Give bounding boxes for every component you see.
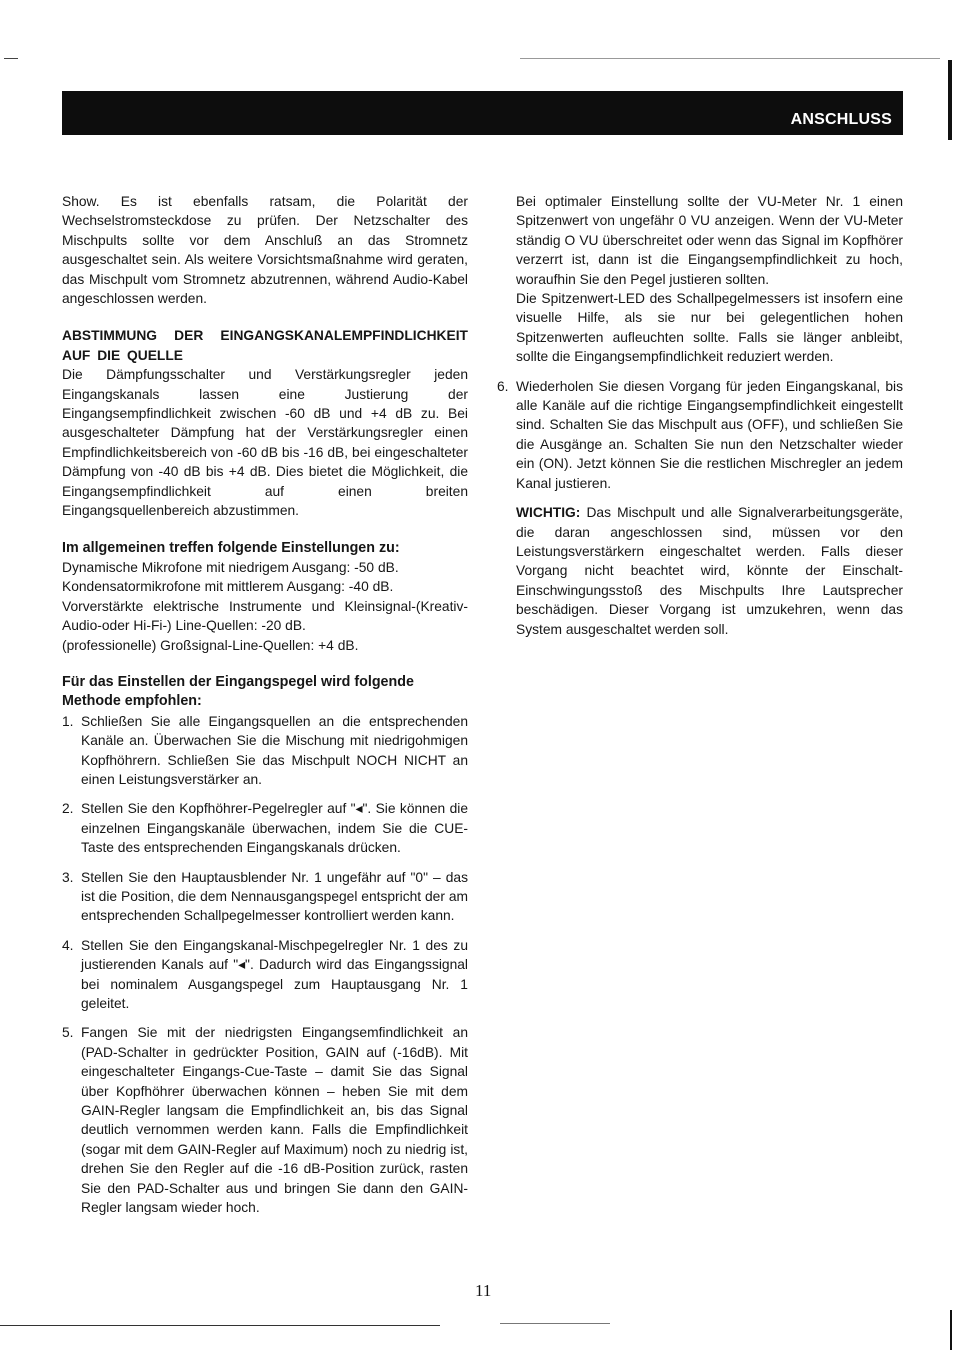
step-number: 1. — [62, 713, 74, 729]
scan-edge-bar — [948, 60, 952, 140]
step-item — [62, 1023, 468, 1217]
settings-heading: Im allgemeinen treffen folgende Einstellungen zu: — [62, 539, 400, 556]
section-heading: ABSTIMMUNG DER EINGANGSKANALEMPFINDLICHKEIT AUF DIE QUELLE — [62, 328, 468, 363]
step-number: 3. — [62, 869, 74, 885]
page-number: 11 — [475, 1281, 492, 1300]
scan-edge-line — [500, 1323, 610, 1324]
warning-paragraph — [516, 503, 903, 639]
step-text: Schließen Sie alle Eingangsquellen an die entsprechenden Kanäle an. Überwachen Sie die Mischung mit niedrigohmigen Kopfhöhrern. Schließen Sie das Mischpult NOCH NICHT an einen Leistungsverstärker an. — [81, 713, 468, 787]
warning-label: WICHTIG: — [516, 505, 581, 521]
step-number: 6. — [497, 378, 509, 394]
crop-mark — [4, 58, 18, 59]
settings-item: (professionelle) Großsignal-Line-Quellen: +4 dB. — [62, 637, 359, 653]
step-number: 5. — [62, 1025, 74, 1041]
step-text: Stellen Sie den Eingangskanal-Mischpegelregler Nr. 1 des zu justierenden Kanals auf "◂". Dadurch wird das Eingangssignal bei nominalem Ausgangspegel zum Hauptausgang Nr. 1 geleitet. — [81, 937, 468, 1012]
step-item — [62, 712, 468, 790]
step-text: Fangen Sie mit der niedrigsten Eingangsemfindlichkeit an (PAD-Schalter in gedrückter Position, GAIN auf (-16dB). Mit eingeschalteter Eingangs-Cue-Taste – damit Sie das Signal über Kopfhöhrer überwachen können – heben Sie mit dem GAIN-Regler langsam die Empfindlichkeit an, bis das Signal deutlich vernommen werden kann. Falls die Empfindlichkeit (sogar mit dem GAIN-Regler auf Maximum) noch zu niedrig ist, drehen Sie den Regler auf die -16 dB-Position zurück, rasten Sie den PAD-Schalter aus und bringen Sie dann den GAIN-Regler langsam wieder hoch. — [81, 1025, 468, 1216]
step-text: Stellen Sie den Kopfhöhrer-Pegelregler auf "◂". Sie können die einzelnen Eingangskanäle überwachen, indem Sie die CUE-Taste des entsprechenden Eingangskanals drücken. — [81, 801, 468, 856]
section-paragraph: Die Dämpfungsschalter und Verstärkungsregler jeden Eingangskanals lassen eine Justierung der Eingangsempfindlichkeit zwischen -60 dB und +4 dB zu. Bei ausgeschalteter Dämpfung hat der Verstärkungsregler einen Empfindlichkeitsbereich von -60 dB bis -16 dB, bei eingeschalteter Dämpfung von -40 dB bis +4 dB. Dies bietet die Möglichkeit, die Eingangsempfindlichkeit auf einen breiten Eingangsquellenbereich abzustimmen. — [62, 367, 468, 519]
method-heading: Für das Einstellen der Eingangspegel wird folgende Methode empfohlen: — [62, 673, 414, 710]
settings-list — [62, 558, 468, 655]
vu-meter-paragraph: Bei optimaler Einstellung sollte der VU-Meter Nr. 1 einen Spitzenwert von ungefähr 0 VU anzeigen. Wenn der VU-Meter ständig O VU überschreitet oder wenn das Signal im Kopfhörer verzerrt ist, dann ist die Eingangsempfindlichkeit zu hoch, woraufhin Sie den Pegel justieren sollten. — [516, 194, 903, 287]
step-number: 2. — [62, 801, 74, 817]
peak-led-paragraph: Die Spitzenwert-LED des Schallpegelmessers ist insofern eine visuelle Hilfe, als sie nur bei gelegentlichen hohen Spitzenwerten aufleuchten sollte. Falls sie länger anbleibt, sollte die Eingangsempfindlichkeit reduziert werden. — [516, 291, 903, 365]
intro-paragraph: Show. Es ist ebenfalls ratsam, die Polarität der Wechselstromsteckdose zu prüfen. Der Netzschalter des Mischpults sollte vor dem Anschluß an das Stromnetz ausgeschaltet sein. Als weitere Vorsichtsmaßnahme wird geraten, das Mischpult vom Stromnetz abzutrennen, während Audio-Kabel angeschlossen werden. — [62, 194, 468, 307]
settings-item: Dynamische Mikrofone mit niedrigem Ausgang: -50 dB. — [62, 559, 399, 575]
right-column — [497, 192, 903, 639]
step-text: Stellen Sie den Hauptausblender Nr. 1 ungefähr auf "0" – das ist die Position, die dem Nennausgangspegel entspricht der am entsprechenden Schallpegelmesser kontrolliert werden kann. — [81, 869, 468, 924]
left-column — [62, 192, 468, 1218]
step-item — [62, 868, 468, 926]
step-item — [62, 799, 468, 857]
step-number: 4. — [62, 937, 74, 953]
steps-list — [62, 712, 468, 1218]
scan-edge-line — [520, 58, 940, 59]
steps-list-continued — [497, 377, 903, 493]
step-item — [497, 377, 903, 493]
section-header-bar — [62, 91, 903, 135]
scan-edge-bar — [950, 1310, 952, 1350]
warning-text: Das Mischpult und alle Signalverarbeitungsgeräte, die daran angeschlossen sind, müssen vor den Leistungsverstärkern eingeschaltet werden. Falls dieser Vorgang nicht beachtet wird, könnte der Einschalt-Einschwingungsstoß des Mischpults Ihre Lautsprecher beschädigen. Dieser Vorgang ist umzukehren, wenn das System ausgeschaltet werden soll. — [516, 505, 903, 637]
scan-edge-line — [0, 1325, 440, 1326]
settings-item: Kondensatormikrofone mit mittlerem Ausgang: -40 dB. — [62, 579, 394, 595]
step-item — [62, 936, 468, 1014]
section-title: ANSCHLUSS — [790, 111, 892, 128]
step-text: Wiederholen Sie diesen Vorgang für jeden Eingangskanal, bis alle Kanäle auf die richtige Eingangsempfindlichkeit eingestellt sind. Schalten Sie das Mischpult aus (OFF), und schließen Sie die Ausgänge an. Schalten Sie nun den Netzschalter wieder ein (ON). Jetzt können Sie die restlichen Mischregler an jedem Kanal justieren. — [516, 378, 903, 491]
settings-item: Vorverstärkte elektrische Instrumente und Kleinsignal-(Kreativ-Audio-oder Hi-Fi-) Line-Quellen: -20 dB. — [62, 598, 468, 634]
